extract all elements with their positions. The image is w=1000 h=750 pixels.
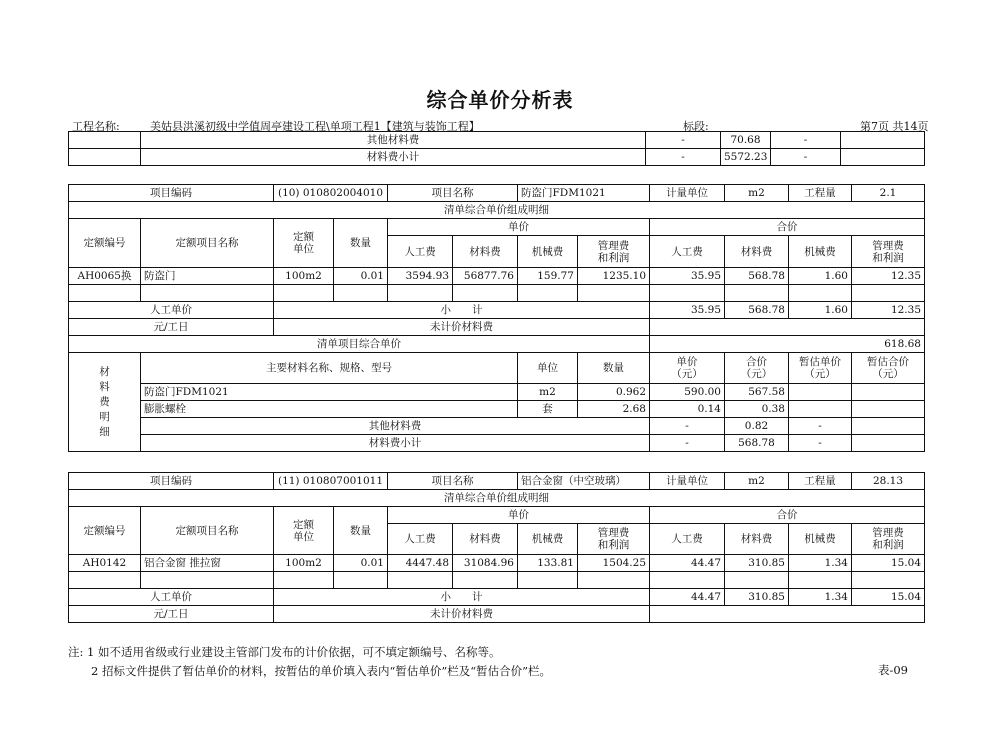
material-total: 310.85: [725, 555, 789, 572]
per-day-label: 元/工日: [69, 319, 274, 336]
m-unit-header: 单位: [518, 353, 578, 384]
labor-total: 35.95: [650, 268, 725, 285]
quota-name: 铝合金窗 推拉窗: [141, 555, 274, 572]
dash-cell: -: [650, 418, 725, 435]
material-subtotal-label: 材料费小计: [141, 435, 650, 452]
mgmt-header: 管理费 和利润: [852, 524, 925, 555]
material-detail-text: 材 料 费 明 细: [99, 365, 110, 438]
quota-unit-header: 定额 单位: [274, 507, 334, 555]
machine-header: 机械费: [789, 524, 852, 555]
m-qty-header: 数量: [578, 353, 650, 384]
est-total-cell: [841, 132, 925, 149]
material-header: 材料费: [453, 236, 518, 268]
table-row: [69, 473, 925, 490]
dash-cell: -: [646, 132, 721, 149]
material-est-price: [789, 401, 852, 418]
material-subtotal-label: 材料费小计: [141, 149, 646, 166]
unit-price-table-2: [68, 472, 925, 623]
material-subtotal-total: 568.78: [725, 435, 789, 452]
table-row: [69, 319, 925, 336]
table-row: [69, 555, 925, 572]
table-row: [69, 149, 925, 166]
combined-price-header: 合价: [650, 219, 925, 236]
est-total-cell: [841, 149, 925, 166]
unpriced-material-label: 未计价材料费: [274, 319, 650, 336]
item-code-value: (11) 010807001011: [274, 473, 388, 490]
quota-code: AH0142: [69, 555, 141, 572]
table-row: [69, 418, 925, 435]
machine-total: 1.60: [789, 268, 852, 285]
material-est-total: [852, 401, 925, 418]
table-row: [69, 185, 925, 202]
amount-value: 28.13: [852, 473, 925, 490]
quota-unit-header: 定额 单位: [274, 219, 334, 268]
material-qty: 2.68: [578, 401, 650, 418]
project-label: 工程名称:: [72, 120, 120, 133]
page-number: 第7页 共14页: [860, 120, 929, 133]
unit-label: 计量单位: [650, 185, 725, 202]
footnote-2: 2 招标文件提供了暂估单价的材料，按暂估的单价填入表内“暂估单价”栏及“暂估合价”栏。: [68, 664, 551, 678]
detail-title: 清单综合单价组成明细: [69, 202, 925, 219]
machine-value: 159.77: [518, 268, 578, 285]
table-row: [69, 589, 925, 606]
material-header: 材料费: [453, 524, 518, 555]
section-label: 标段:: [683, 120, 709, 133]
material-value: 31084.96: [453, 555, 518, 572]
qty-header: 数量: [334, 219, 388, 268]
subtotal-machine: 1.34: [789, 589, 852, 606]
table-row: [69, 572, 925, 589]
per-day-label: 元/工日: [69, 606, 274, 623]
table-row: [69, 507, 925, 524]
mgmt-header: 管理费 和利润: [578, 524, 650, 555]
combined-price-header: 合价: [650, 507, 925, 524]
item-code-label: 项目编码: [69, 185, 274, 202]
unit-price-header: 单价: [388, 219, 650, 236]
quota-no-header: 定额编号: [69, 219, 141, 268]
labor-header: 人工费: [650, 236, 725, 268]
quota-code: AH0065换: [69, 268, 141, 285]
quota-qty: 0.01: [334, 268, 388, 285]
table-row: [69, 606, 925, 623]
table-row: [69, 384, 925, 401]
machine-total: 1.34: [789, 555, 852, 572]
item-name-label: 项目名称: [388, 185, 518, 202]
material-unit: m2: [518, 384, 578, 401]
table-row: [69, 219, 925, 236]
unit-label: 计量单位: [650, 473, 725, 490]
mgmt-header: 管理费 和利润: [852, 236, 925, 268]
labor-total: 44.47: [650, 555, 725, 572]
item-unit-price-label: 清单项目综合单价: [69, 336, 650, 353]
m-unit-price-header: 单价 （元）: [650, 353, 725, 384]
amount-label: 工程量: [789, 185, 852, 202]
subtotal-labor: 44.47: [650, 589, 725, 606]
material-header: 材料费: [725, 236, 789, 268]
table-row: [69, 490, 925, 507]
table-code: 表-09: [877, 663, 908, 677]
quota-name-header: 定额项目名称: [141, 507, 274, 555]
table-row: [69, 132, 925, 149]
table-row: [69, 202, 925, 219]
unit-value: m2: [725, 185, 789, 202]
table-row: [69, 336, 925, 353]
subtotal-labor: 35.95: [650, 302, 725, 319]
subtotal-material: 568.78: [725, 302, 789, 319]
quota-name: 防盗门: [141, 268, 274, 285]
item-name-value: 铝合金窗（中空玻璃）: [518, 473, 650, 490]
project-name: 美姑县洪溪初级中学值周亭建设工程\单项工程1【建筑与装饰工程】: [150, 120, 480, 133]
unit-price-header: 单价: [388, 507, 650, 524]
other-material-label: 其他材料费: [141, 418, 650, 435]
material-price: 0.14: [650, 401, 725, 418]
m-total-header: 合价 （元）: [725, 353, 789, 384]
total-cell: 70.68: [721, 132, 771, 149]
dash-cell: -: [650, 435, 725, 452]
quota-unit: 100m2: [274, 268, 334, 285]
main-material-header: 主要材料名称、规格、型号: [141, 353, 518, 384]
material-qty: 0.962: [578, 384, 650, 401]
total-cell: 5572.23: [721, 149, 771, 166]
subtotal-machine: 1.60: [789, 302, 852, 319]
est-cell: -: [789, 435, 852, 452]
mgmt-total: 15.04: [852, 555, 925, 572]
subtotal-label: 小 计: [274, 302, 650, 319]
footnote-1: 注: 1 如不适用省级或行业建设主管部门发布的计价依据，可不填定额编号、名称等。: [68, 645, 501, 659]
table-row: [69, 268, 925, 285]
labor-unit-price-label: 人工单价: [69, 302, 274, 319]
table-row: [69, 285, 925, 302]
material-value: 56877.76: [453, 268, 518, 285]
material-header: 材料费: [725, 524, 789, 555]
labor-value: 4447.48: [388, 555, 453, 572]
table-row: [69, 302, 925, 319]
material-total: 568.78: [725, 268, 789, 285]
est-cell: -: [789, 418, 852, 435]
unit-value: m2: [725, 473, 789, 490]
material-est-total: [852, 384, 925, 401]
material-detail-label: [69, 353, 141, 452]
table-row: [69, 435, 925, 452]
mgmt-value: 1504.25: [578, 555, 650, 572]
quota-no-header: 定额编号: [69, 507, 141, 555]
unpriced-material-label: 未计价材料费: [274, 606, 650, 623]
machine-value: 133.81: [518, 555, 578, 572]
item-name-label: 项目名称: [388, 473, 518, 490]
qty-header: 数量: [334, 507, 388, 555]
dash-cell: -: [646, 149, 721, 166]
machine-header: 机械费: [518, 236, 578, 268]
est-unit-cell: -: [771, 132, 841, 149]
machine-header: 机械费: [518, 524, 578, 555]
table-row: [69, 401, 925, 418]
table-row: [69, 353, 925, 384]
material-name: 防盗门FDM1021: [141, 384, 518, 401]
labor-header: 人工费: [388, 236, 453, 268]
material-unit: 套: [518, 401, 578, 418]
top-summary-table: [68, 131, 925, 166]
labor-header: 人工费: [388, 524, 453, 555]
footnotes: [68, 643, 551, 681]
quota-name-header: 定额项目名称: [141, 219, 274, 268]
m-est-unit-header: 暂估单价 （元）: [789, 353, 852, 384]
mgmt-header: 管理费 和利润: [578, 236, 650, 268]
labor-unit-price-label: 人工单价: [69, 589, 274, 606]
labor-value: 3594.93: [388, 268, 453, 285]
subtotal-label: 小 计: [274, 589, 650, 606]
subtotal-mgmt: 15.04: [852, 589, 925, 606]
item-code-label: 项目编码: [69, 473, 274, 490]
machine-header: 机械费: [789, 236, 852, 268]
unit-price-table-1: [68, 184, 925, 452]
quota-qty: 0.01: [334, 555, 388, 572]
m-est-total-header: 暂估合价 （元）: [852, 353, 925, 384]
labor-header: 人工费: [650, 524, 725, 555]
page-title: 综合单价分析表: [426, 88, 574, 112]
other-material-total: 0.82: [725, 418, 789, 435]
material-total: 567.58: [725, 384, 789, 401]
mgmt-total: 12.35: [852, 268, 925, 285]
material-price: 590.00: [650, 384, 725, 401]
subtotal-material: 310.85: [725, 589, 789, 606]
quota-unit: 100m2: [274, 555, 334, 572]
item-code-value: (10) 010802004010: [274, 185, 388, 202]
amount-value: 2.1: [852, 185, 925, 202]
amount-label: 工程量: [789, 473, 852, 490]
material-total: 0.38: [725, 401, 789, 418]
est-unit-cell: -: [771, 149, 841, 166]
item-name-value: 防盗门FDM1021: [518, 185, 650, 202]
subtotal-mgmt: 12.35: [852, 302, 925, 319]
other-material-label: 其他材料费: [141, 132, 646, 149]
material-name: 膨胀螺栓: [141, 401, 518, 418]
item-unit-price-value: 618.68: [650, 336, 925, 353]
material-est-price: [789, 384, 852, 401]
detail-title: 清单综合单价组成明细: [69, 490, 925, 507]
mgmt-value: 1235.10: [578, 268, 650, 285]
